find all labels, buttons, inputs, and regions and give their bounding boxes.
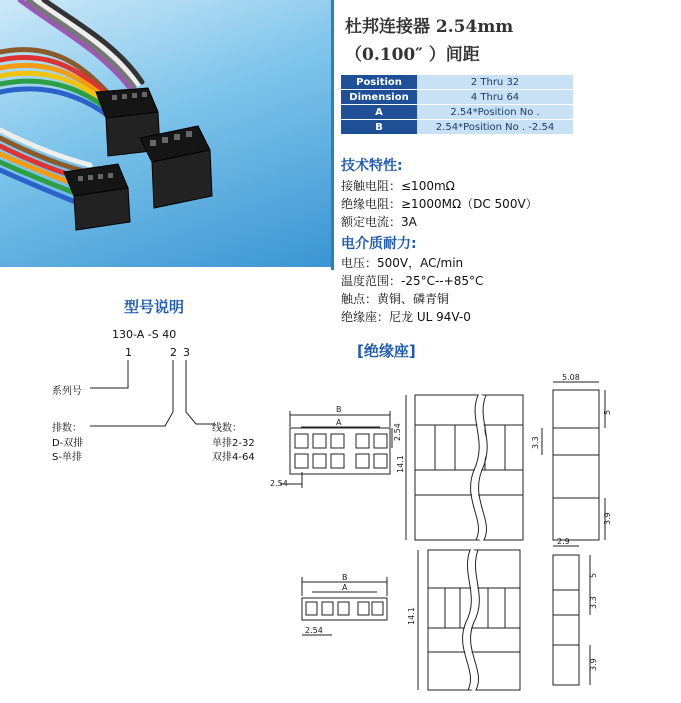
model-code: 130-A -S 40	[112, 328, 177, 341]
tech-line: 绝缘电阻：≥1000MΩ（DC 500V）	[341, 197, 538, 211]
dim-3-3-single: 3.3	[589, 596, 598, 609]
table-row	[341, 75, 573, 90]
photo-border	[331, 0, 334, 270]
model-leader-lines	[0, 0, 300, 470]
dim-5-single: 5	[589, 572, 598, 578]
spec-key: B	[341, 120, 417, 135]
model-num-2: 2	[170, 346, 177, 359]
dielectric-line: 绝缘座：尼龙 UL 94V-0	[341, 310, 471, 324]
dim-pitch: 2.54	[270, 479, 288, 488]
row-double: D-双排	[52, 438, 84, 449]
dim-b-single: B	[342, 573, 348, 582]
dim-a: A	[336, 418, 342, 427]
insulator-heading: [绝缘座]	[357, 342, 416, 360]
dim-width-single: 2.9	[557, 537, 570, 546]
title-line-1: 杜邦连接器 2.54mm	[345, 17, 514, 37]
dim-height: 14.1	[396, 455, 405, 473]
single-row-end-view	[553, 555, 579, 685]
dimension-drawings	[260, 360, 675, 695]
spec-value: 2 Thru 32	[417, 75, 573, 90]
wires-double: 双排4-64	[212, 452, 255, 463]
dim-pitch-single: 2.54	[305, 626, 323, 635]
model-heading: 型号说明	[124, 298, 185, 316]
dielectric-heading: 电介质耐力:	[341, 236, 417, 252]
spec-value: 4 Thru 64	[417, 90, 573, 105]
spec-key: A	[341, 105, 417, 120]
dim-height-single: 14.1	[407, 607, 416, 625]
dim-a-single: A	[342, 583, 348, 592]
dim-b: B	[336, 405, 342, 414]
dim-3-9-single: 3.9	[589, 658, 598, 671]
dim-width-double: 5.08	[562, 373, 580, 382]
spec-table	[341, 75, 573, 135]
dim-3-9: 3.9	[603, 512, 612, 525]
tech-heading: 技术特性:	[341, 158, 403, 174]
spec-key: Position	[341, 75, 417, 90]
row-single: S-单排	[52, 452, 82, 463]
spec-value: 2.54*Position No . -2.54	[417, 120, 573, 135]
dim-5: 5	[603, 409, 612, 415]
tech-line: 额定电流：3A	[341, 215, 417, 229]
dielectric-line: 温度范围：-25°C--+85°C	[341, 274, 484, 288]
dielectric-line: 电压：500V，AC/min	[341, 256, 464, 270]
wires-label: 线数：	[212, 423, 242, 434]
rows-label: 排数：	[52, 423, 82, 434]
single-row-top-view	[302, 598, 387, 620]
double-row-end-view	[553, 390, 599, 540]
spec-key: Dimension	[341, 90, 417, 105]
table-row	[341, 120, 573, 135]
table-row	[341, 90, 573, 105]
series-label: 系列号	[52, 386, 82, 397]
spec-value: 2.54*Position No .	[417, 105, 573, 120]
tech-line: 接触电阻：≤100mΩ	[341, 179, 455, 193]
dim-pitch-top: 2.54	[393, 423, 402, 441]
title-line-2: （0.100″ ）间距	[345, 45, 480, 65]
double-row-top-view	[290, 428, 390, 474]
table-row	[341, 105, 573, 120]
wires-single: 单排2-32	[212, 438, 255, 449]
model-num-3: 3	[183, 346, 190, 359]
double-row-cells	[295, 434, 387, 468]
model-num-1: 1	[125, 346, 132, 359]
double-row-side-view	[415, 395, 523, 540]
dim-3-3: 3.3	[531, 436, 540, 449]
dielectric-line: 触点：黄铜、磷青铜	[341, 292, 450, 306]
